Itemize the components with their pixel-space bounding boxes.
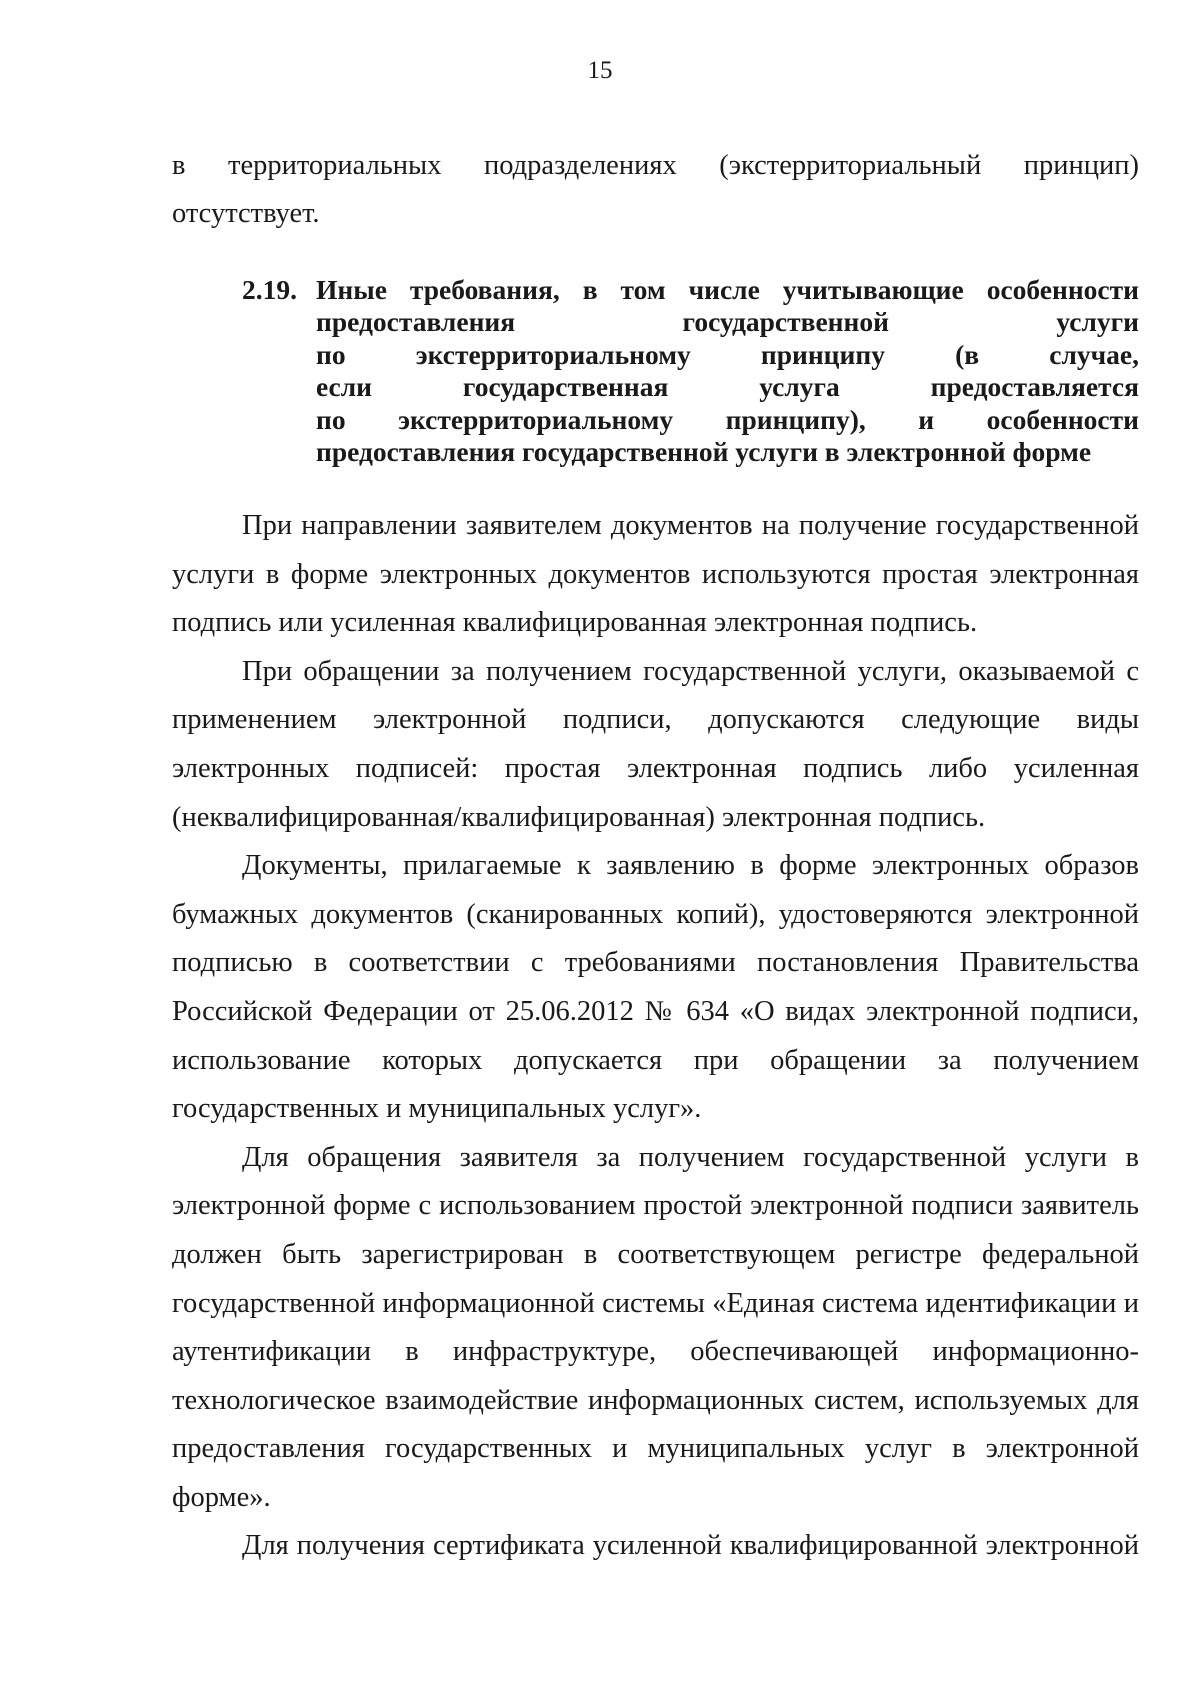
paragraph-line: электронных подписей: простая электронная подпись либо усиленная	[172, 752, 1139, 784]
paragraph-line: Документы, прилагаемые к заявлению в форме электронных образов	[242, 850, 1139, 882]
paragraph-signature-types	[172, 502, 1139, 648]
paragraph-line: предоставления государственных и муниципальных услуг в электронной	[172, 1433, 1139, 1465]
paragraph-line: государственных и муниципальных услуг».	[172, 1093, 702, 1125]
paragraph-line: применением электронной подписи, допускаются следующие виды	[172, 704, 1139, 736]
paragraph-line: форме».	[172, 1481, 271, 1513]
paragraph-line: использование которых допускается при обращении за получением	[172, 1044, 1139, 1076]
section-title-line: предоставления государственной услуги	[316, 306, 1139, 338]
section-title	[316, 274, 1139, 468]
intro-line: в территориальных подразделениях (экстерриториальный принцип)	[172, 150, 1139, 181]
paragraph-line: бумажных документов (сканированных копий), удостоверяются электронной	[172, 898, 1139, 930]
paragraph-line: (неквалифицированная/квалифицированная) электронная подпись.	[172, 801, 986, 833]
paragraph-line: услуги в форме электронных документов используются простая электронная	[172, 558, 1139, 590]
paragraph-line: подпись или усиленная квалифицированная электронная подпись.	[172, 607, 978, 639]
section-number: 2.19.	[242, 274, 297, 305]
body-text	[172, 502, 1139, 1571]
paragraph-line: аутентификации в инфраструктуре, обеспечивающей информационно-	[172, 1336, 1139, 1368]
paragraph-line: Для обращения заявителя за получением государственной услуги в	[242, 1141, 1139, 1173]
page-number: 15	[587, 57, 613, 84]
intro-fragment	[172, 142, 1139, 238]
paragraph-line: При направлении заявителем документов на получение государственной	[242, 510, 1139, 541]
paragraph-line: При обращении за получением государственной услуги, оказываемой с	[242, 655, 1139, 687]
section-title-line: Иные требования, в том числе учитывающие особенности	[316, 274, 1139, 305]
section-title-line: по экстерриториальному принципу (в случае,	[316, 338, 1139, 370]
section-title-line: предоставления государственной услуги в электронной форме	[316, 436, 1092, 468]
section-title-line: если государственная услуга предоставляется	[316, 371, 1139, 403]
paragraph-line: технологическое взаимодействие информационных систем, используемых для	[172, 1384, 1139, 1416]
paragraph-attached-documents	[172, 842, 1139, 1134]
paragraph-line: должен быть зарегистрирован в соответствующем регистре федеральной	[172, 1238, 1139, 1270]
paragraph-certificate	[172, 1522, 1139, 1571]
paragraph-allowed-signatures	[172, 648, 1139, 842]
paragraph-line: электронной форме с использованием простой электронной подписи заявитель	[172, 1190, 1139, 1222]
intro-line: отсутствует.	[172, 198, 320, 229]
paragraph-line: Для получения сертификата усиленной квалифицированной электронной	[242, 1530, 1139, 1562]
paragraph-line: подписью в соответствии с требованиями постановления Правительства	[172, 947, 1139, 979]
section-title-line: по экстерриториальному принципу), и особенности	[316, 403, 1139, 435]
paragraph-line: государственной информационной системы «Единая система идентификации и	[172, 1287, 1139, 1319]
paragraph-registration	[172, 1134, 1139, 1523]
paragraph-line: Российской Федерации от 25.06.2012 № 634 «О видах электронной подписи,	[172, 995, 1139, 1027]
